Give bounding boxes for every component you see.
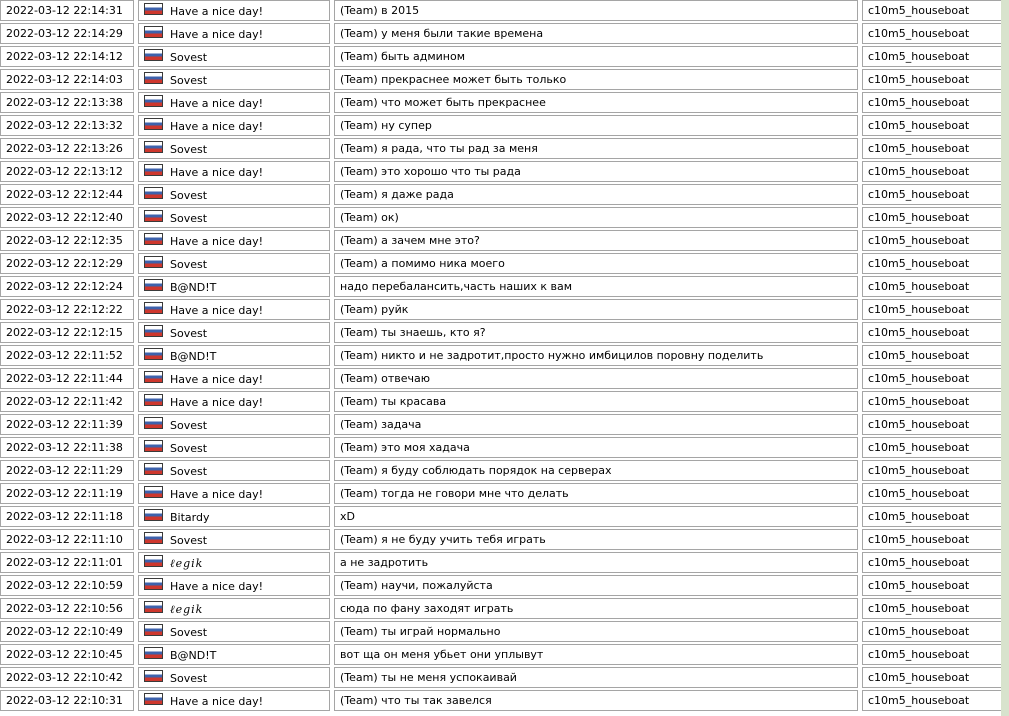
message-cell: (Team) ты не меня успокаивай [334, 667, 858, 688]
russia-flag-icon [144, 141, 163, 153]
russia-flag-icon [144, 440, 163, 452]
russia-flag-icon [144, 210, 163, 222]
player-cell [138, 46, 330, 67]
player-name: Sovest [170, 73, 208, 87]
timestamp-cell: 2022-03-12 22:14:03 [0, 69, 134, 90]
timestamp-cell: 2022-03-12 22:10:31 [0, 690, 134, 711]
server-cell: c10m5_houseboat [862, 621, 1001, 642]
player-name: Have a nice day! [170, 579, 264, 593]
russia-flag-icon [144, 3, 163, 15]
player-cell [138, 391, 330, 412]
player-name: Have a nice day! [170, 234, 264, 248]
message-cell: (Team) отвечаю [334, 368, 858, 389]
message-cell: сюда по фану заходят играть [334, 598, 858, 619]
timestamp-cell: 2022-03-12 22:12:44 [0, 184, 134, 205]
timestamp-cell: 2022-03-12 22:11:19 [0, 483, 134, 504]
player-cell [138, 437, 330, 458]
player-name: Sovest [170, 671, 208, 685]
server-cell: c10m5_houseboat [862, 46, 1001, 67]
message-cell: (Team) у меня были такие времена [334, 23, 858, 44]
russia-flag-icon [144, 26, 163, 38]
timestamp-cell: 2022-03-12 22:11:29 [0, 460, 134, 481]
timestamp-cell: 2022-03-12 22:13:38 [0, 92, 134, 113]
chat-row [0, 414, 1001, 435]
russia-flag-icon [144, 49, 163, 61]
chat-row [0, 253, 1001, 274]
player-cell [138, 276, 330, 297]
player-name: B@ND!T [170, 349, 217, 363]
chat-row [0, 46, 1001, 67]
russia-flag-icon [144, 72, 163, 84]
message-cell: (Team) научи, пожалуйста [334, 575, 858, 596]
player-name: Sovest [170, 418, 208, 432]
message-cell: (Team) я буду соблюдать порядок на серверах [334, 460, 858, 481]
russia-flag-icon [144, 95, 163, 107]
server-cell: c10m5_houseboat [862, 529, 1001, 550]
server-cell: c10m5_houseboat [862, 184, 1001, 205]
message-cell: (Team) ты знаешь, кто я? [334, 322, 858, 343]
chat-row [0, 552, 1001, 573]
chat-row [0, 690, 1001, 711]
chat-row [0, 575, 1001, 596]
server-cell: c10m5_houseboat [862, 207, 1001, 228]
player-cell [138, 253, 330, 274]
player-name: Sovest [170, 257, 208, 271]
chat-row [0, 621, 1001, 642]
server-cell: c10m5_houseboat [862, 230, 1001, 251]
russia-flag-icon [144, 164, 163, 176]
chat-row [0, 299, 1001, 320]
player-cell [138, 690, 330, 711]
chat-row [0, 161, 1001, 182]
player-name: Sovest [170, 50, 208, 64]
player-cell [138, 621, 330, 642]
player-name: Sovest [170, 326, 208, 340]
server-cell: c10m5_houseboat [862, 299, 1001, 320]
player-name: B@ND!T [170, 648, 217, 662]
timestamp-cell: 2022-03-12 22:12:29 [0, 253, 134, 274]
timestamp-cell: 2022-03-12 22:11:38 [0, 437, 134, 458]
timestamp-cell: 2022-03-12 22:10:49 [0, 621, 134, 642]
timestamp-cell: 2022-03-12 22:13:12 [0, 161, 134, 182]
chat-row [0, 391, 1001, 412]
server-cell: c10m5_houseboat [862, 667, 1001, 688]
timestamp-cell: 2022-03-12 22:10:42 [0, 667, 134, 688]
timestamp-cell: 2022-03-12 22:10:59 [0, 575, 134, 596]
server-cell: c10m5_houseboat [862, 483, 1001, 504]
message-cell: (Team) что может быть прекраснее [334, 92, 858, 113]
player-cell [138, 230, 330, 251]
timestamp-cell: 2022-03-12 22:12:22 [0, 299, 134, 320]
player-cell [138, 184, 330, 205]
player-cell [138, 115, 330, 136]
player-cell [138, 667, 330, 688]
russia-flag-icon [144, 647, 163, 659]
player-name: Have a nice day! [170, 4, 264, 18]
chat-row [0, 138, 1001, 159]
server-cell: c10m5_houseboat [862, 276, 1001, 297]
timestamp-cell: 2022-03-12 22:11:18 [0, 506, 134, 527]
timestamp-cell: 2022-03-12 22:11:39 [0, 414, 134, 435]
player-name: Sovest [170, 188, 208, 202]
timestamp-cell: 2022-03-12 22:14:29 [0, 23, 134, 44]
russia-flag-icon [144, 463, 163, 475]
russia-flag-icon [144, 601, 163, 613]
russia-flag-icon [144, 187, 163, 199]
timestamp-cell: 2022-03-12 22:12:24 [0, 276, 134, 297]
timestamp-cell: 2022-03-12 22:13:32 [0, 115, 134, 136]
timestamp-cell: 2022-03-12 22:12:35 [0, 230, 134, 251]
message-cell: xD [334, 506, 858, 527]
player-cell [138, 161, 330, 182]
player-name: Sovest [170, 625, 208, 639]
player-cell [138, 414, 330, 435]
player-name: Have a nice day! [170, 487, 264, 501]
server-cell: c10m5_houseboat [862, 253, 1001, 274]
message-cell: (Team) тогда не говори мне что делать [334, 483, 858, 504]
player-name: B@ND!T [170, 280, 217, 294]
player-name: Have a nice day! [170, 303, 264, 317]
player-name: Have a nice day! [170, 395, 264, 409]
russia-flag-icon [144, 279, 163, 291]
player-cell [138, 0, 330, 21]
timestamp-cell: 2022-03-12 22:11:44 [0, 368, 134, 389]
server-cell: c10m5_houseboat [862, 115, 1001, 136]
russia-flag-icon [144, 532, 163, 544]
player-cell [138, 552, 330, 573]
server-cell: c10m5_houseboat [862, 575, 1001, 596]
player-name: Sovest [170, 441, 208, 455]
chat-row [0, 598, 1001, 619]
russia-flag-icon [144, 509, 163, 521]
player-name: Have a nice day! [170, 27, 264, 41]
message-cell: (Team) ты играй нормально [334, 621, 858, 642]
timestamp-cell: 2022-03-12 22:12:40 [0, 207, 134, 228]
chat-row [0, 322, 1001, 343]
server-cell: c10m5_houseboat [862, 437, 1001, 458]
chat-row [0, 483, 1001, 504]
server-cell: c10m5_houseboat [862, 552, 1001, 573]
russia-flag-icon [144, 693, 163, 705]
chat-row [0, 69, 1001, 90]
player-cell [138, 575, 330, 596]
timestamp-cell: 2022-03-12 22:11:01 [0, 552, 134, 573]
server-cell: c10m5_houseboat [862, 0, 1001, 21]
message-cell: (Team) ок) [334, 207, 858, 228]
russia-flag-icon [144, 624, 163, 636]
player-cell [138, 92, 330, 113]
player-cell [138, 23, 330, 44]
server-cell: c10m5_houseboat [862, 391, 1001, 412]
server-cell: c10m5_houseboat [862, 598, 1001, 619]
server-cell: c10m5_houseboat [862, 161, 1001, 182]
message-cell: а не задротить [334, 552, 858, 573]
chat-row [0, 0, 1001, 21]
server-cell: c10m5_houseboat [862, 644, 1001, 665]
russia-flag-icon [144, 670, 163, 682]
timestamp-cell: 2022-03-12 22:14:31 [0, 0, 134, 21]
message-cell: (Team) задача [334, 414, 858, 435]
player-name: Sovest [170, 142, 208, 156]
timestamp-cell: 2022-03-12 22:10:56 [0, 598, 134, 619]
chat-row [0, 115, 1001, 136]
message-cell: надо перебалансить,часть наших к вам [334, 276, 858, 297]
message-cell: (Team) это хорошо что ты рада [334, 161, 858, 182]
player-cell [138, 322, 330, 343]
russia-flag-icon [144, 348, 163, 360]
chat-row [0, 644, 1001, 665]
server-cell: c10m5_houseboat [862, 414, 1001, 435]
russia-flag-icon [144, 371, 163, 383]
player-name: Bitardy [170, 510, 210, 524]
player-cell [138, 207, 330, 228]
player-cell [138, 483, 330, 504]
player-cell [138, 506, 330, 527]
chat-row [0, 230, 1001, 251]
russia-flag-icon [144, 302, 163, 314]
chat-row [0, 345, 1001, 366]
russia-flag-icon [144, 256, 163, 268]
player-cell [138, 138, 330, 159]
chat-row [0, 23, 1001, 44]
chat-row [0, 184, 1001, 205]
message-cell: (Team) а помимо ника моего [334, 253, 858, 274]
server-cell: c10m5_houseboat [862, 322, 1001, 343]
player-name: Have a nice day! [170, 96, 264, 110]
player-cell [138, 368, 330, 389]
message-cell: (Team) руйк [334, 299, 858, 320]
player-name: Have a nice day! [170, 372, 264, 386]
chat-row [0, 529, 1001, 550]
timestamp-cell: 2022-03-12 22:12:15 [0, 322, 134, 343]
russia-flag-icon [144, 118, 163, 130]
player-cell [138, 460, 330, 481]
message-cell: (Team) я не буду учить тебя играть [334, 529, 858, 550]
message-cell: (Team) в 2015 [334, 0, 858, 21]
chat-row [0, 437, 1001, 458]
message-cell: (Team) никто и не задротит,просто нужно имбицилов поровну поделить [334, 345, 858, 366]
message-cell: (Team) ну супер [334, 115, 858, 136]
player-cell [138, 529, 330, 550]
message-cell: (Team) а зачем мне это? [334, 230, 858, 251]
server-cell: c10m5_houseboat [862, 506, 1001, 527]
message-cell: (Team) я даже рада [334, 184, 858, 205]
russia-flag-icon [144, 486, 163, 498]
russia-flag-icon [144, 578, 163, 590]
message-cell: (Team) это моя хадача [334, 437, 858, 458]
timestamp-cell: 2022-03-12 22:10:45 [0, 644, 134, 665]
player-name: ℓegik [170, 556, 204, 570]
player-name: Sovest [170, 464, 208, 478]
player-name: Have a nice day! [170, 165, 264, 179]
server-cell: c10m5_houseboat [862, 92, 1001, 113]
message-cell: (Team) ты красава [334, 391, 858, 412]
message-cell: вот ща он меня убьет они уплывут [334, 644, 858, 665]
player-cell [138, 644, 330, 665]
server-cell: c10m5_houseboat [862, 690, 1001, 711]
player-cell [138, 299, 330, 320]
server-cell: c10m5_houseboat [862, 368, 1001, 389]
server-cell: c10m5_houseboat [862, 138, 1001, 159]
server-cell: c10m5_houseboat [862, 69, 1001, 90]
server-cell: c10m5_houseboat [862, 23, 1001, 44]
russia-flag-icon [144, 233, 163, 245]
chat-row [0, 368, 1001, 389]
message-cell: (Team) что ты так завелся [334, 690, 858, 711]
server-cell: c10m5_houseboat [862, 345, 1001, 366]
player-name: Sovest [170, 211, 208, 225]
message-cell: (Team) я рада, что ты рад за меня [334, 138, 858, 159]
chat-row [0, 460, 1001, 481]
message-cell: (Team) быть админом [334, 46, 858, 67]
timestamp-cell: 2022-03-12 22:14:12 [0, 46, 134, 67]
player-cell [138, 345, 330, 366]
timestamp-cell: 2022-03-12 22:11:52 [0, 345, 134, 366]
chat-row [0, 506, 1001, 527]
timestamp-cell: 2022-03-12 22:13:26 [0, 138, 134, 159]
russia-flag-icon [144, 555, 163, 567]
message-cell: (Team) прекраснее может быть только [334, 69, 858, 90]
player-cell [138, 69, 330, 90]
player-name: Sovest [170, 533, 208, 547]
chat-row [0, 276, 1001, 297]
server-cell: c10m5_houseboat [862, 460, 1001, 481]
chat-row [0, 667, 1001, 688]
player-name: Have a nice day! [170, 694, 264, 708]
russia-flag-icon [144, 394, 163, 406]
timestamp-cell: 2022-03-12 22:11:10 [0, 529, 134, 550]
russia-flag-icon [144, 325, 163, 337]
player-name: Have a nice day! [170, 119, 264, 133]
chat-row [0, 92, 1001, 113]
player-name: ℓegik [170, 602, 204, 616]
chat-row [0, 207, 1001, 228]
player-cell [138, 598, 330, 619]
russia-flag-icon [144, 417, 163, 429]
timestamp-cell: 2022-03-12 22:11:42 [0, 391, 134, 412]
